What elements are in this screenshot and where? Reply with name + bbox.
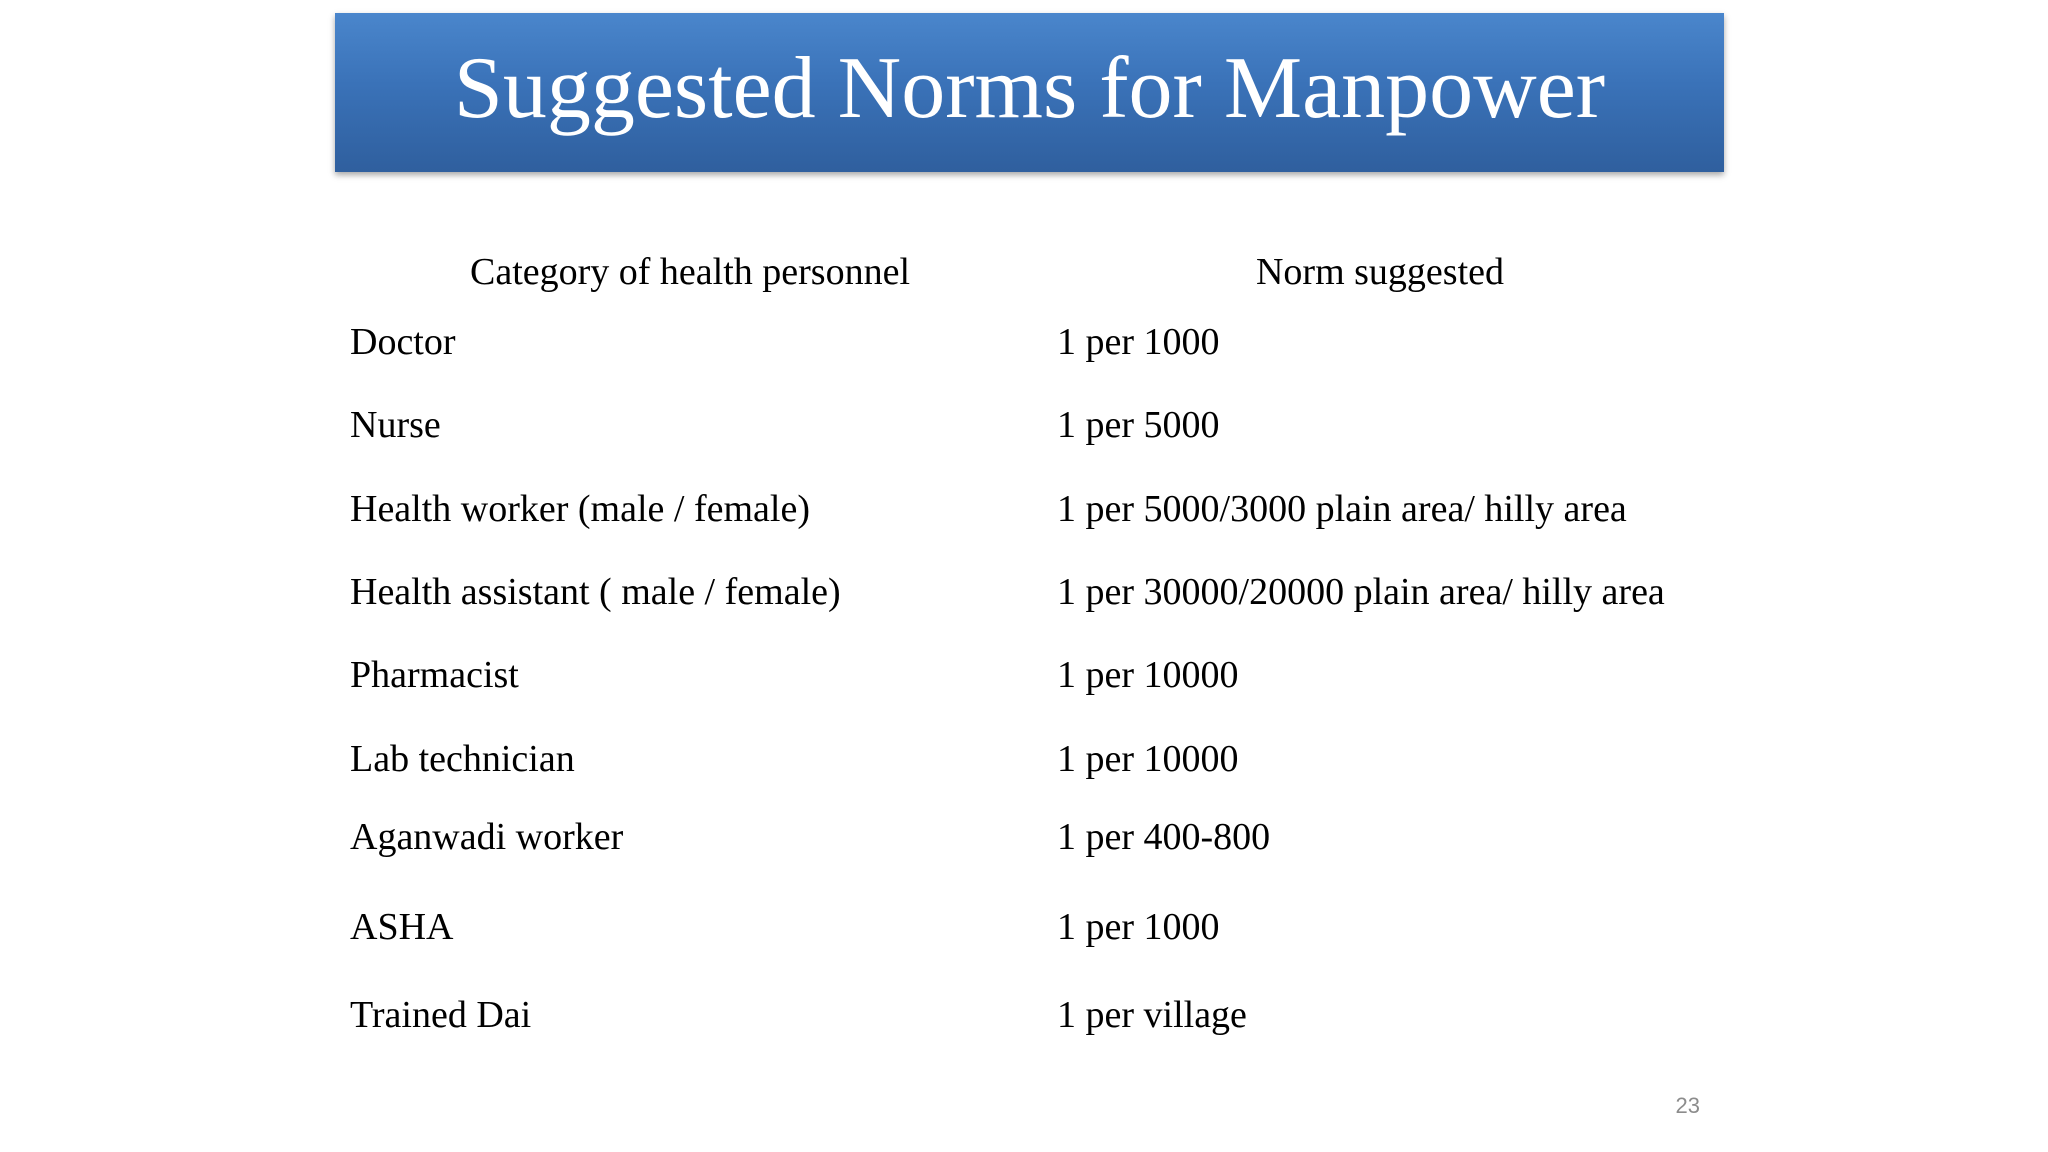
column-header-norm: Norm suggested <box>1255 251 1505 293</box>
column-header-category: Category of health personnel <box>469 251 911 293</box>
category-cell: Pharmacist <box>350 654 519 696</box>
norm-cell: 1 per 5000/3000 plain area/ hilly area <box>1057 488 1627 530</box>
category-cell: ASHA <box>350 906 454 948</box>
table-row <box>0 815 2048 865</box>
category-cell: Lab technician <box>350 738 575 780</box>
category-cell: Aganwadi worker <box>350 816 624 858</box>
table-row <box>0 737 2048 787</box>
category-cell: Health assistant ( male / female) <box>350 571 841 613</box>
category-cell: Doctor <box>350 321 456 363</box>
page-number: 23 <box>1675 1093 1700 1118</box>
category-cell: Nurse <box>350 404 441 446</box>
table-row <box>0 320 2048 370</box>
norm-cell: 1 per 400-800 <box>1057 816 1271 858</box>
norm-cell: 1 per 1000 <box>1057 906 1220 948</box>
table-row <box>0 487 2048 537</box>
slide-title: Suggested Norms for Manpower <box>453 39 1606 137</box>
table-row <box>0 570 2048 620</box>
norm-cell: 1 per village <box>1057 994 1247 1036</box>
table-row <box>0 653 2048 703</box>
category-cell: Health worker (male / female) <box>350 488 810 530</box>
table-row <box>0 905 2048 955</box>
norm-cell: 1 per 30000/20000 plain area/ hilly area <box>1057 571 1665 613</box>
title-banner <box>335 13 1724 172</box>
norm-cell: 1 per 10000 <box>1057 654 1239 696</box>
category-cell: Trained Dai <box>350 994 532 1036</box>
norm-cell: 1 per 10000 <box>1057 738 1239 780</box>
table-row <box>0 403 2048 453</box>
table-row <box>0 993 2048 1043</box>
norm-cell: 1 per 5000 <box>1057 404 1220 446</box>
norm-cell: 1 per 1000 <box>1057 321 1220 363</box>
